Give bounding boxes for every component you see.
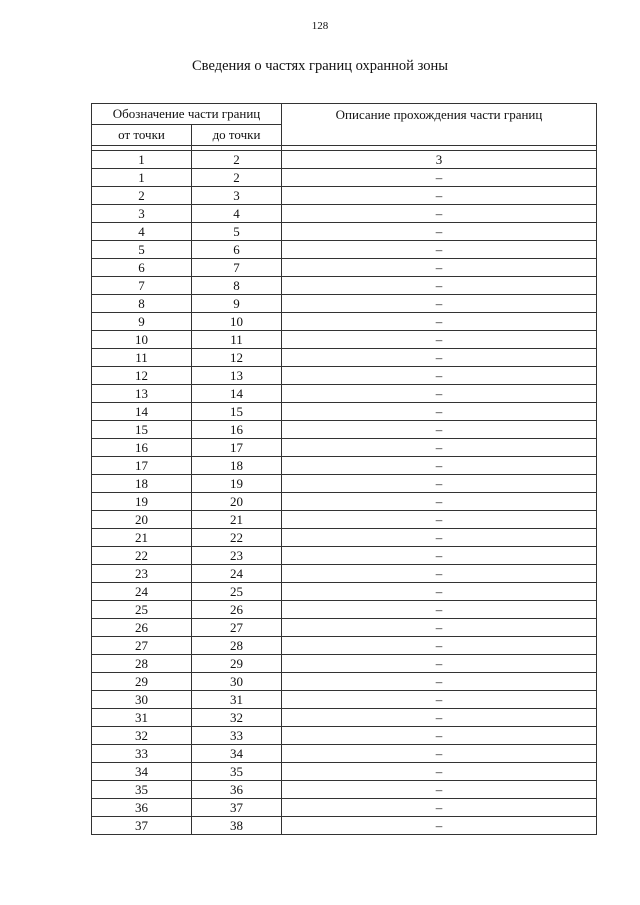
from-point-header: от точки (92, 125, 192, 146)
from-point-cell: 2 (92, 187, 192, 205)
to-point-cell: 33 (192, 727, 282, 745)
description-cell: – (282, 241, 597, 259)
to-point-cell: 19 (192, 475, 282, 493)
table-row (92, 637, 597, 655)
to-point-cell: 15 (192, 403, 282, 421)
table-row (92, 691, 597, 709)
table-row (92, 223, 597, 241)
from-point-cell: 26 (92, 619, 192, 637)
to-point-cell: 18 (192, 457, 282, 475)
description-cell: – (282, 475, 597, 493)
from-point-cell: 11 (92, 349, 192, 367)
from-point-cell: 3 (92, 205, 192, 223)
table-row (92, 763, 597, 781)
from-point-cell: 6 (92, 259, 192, 277)
table-row (92, 475, 597, 493)
description-cell: – (282, 673, 597, 691)
to-point-cell: 17 (192, 439, 282, 457)
table-row (92, 259, 597, 277)
table-row (92, 439, 597, 457)
table-row (92, 547, 597, 565)
table-row (92, 457, 597, 475)
to-point-cell: 2 (192, 169, 282, 187)
table-row (92, 493, 597, 511)
from-point-cell: 17 (92, 457, 192, 475)
to-point-cell: 5 (192, 223, 282, 241)
table-row (92, 421, 597, 439)
description-cell: – (282, 619, 597, 637)
table-row (92, 655, 597, 673)
from-point-cell: 19 (92, 493, 192, 511)
to-point-cell: 31 (192, 691, 282, 709)
description-cell: – (282, 457, 597, 475)
to-point-cell: 36 (192, 781, 282, 799)
from-point-cell: 12 (92, 367, 192, 385)
description-cell: – (282, 421, 597, 439)
from-point-cell: 4 (92, 223, 192, 241)
from-point-cell: 1 (92, 169, 192, 187)
to-point-cell: 3 (192, 187, 282, 205)
from-point-cell: 14 (92, 403, 192, 421)
to-point-cell: 23 (192, 547, 282, 565)
from-point-cell: 9 (92, 313, 192, 331)
from-point-cell: 35 (92, 781, 192, 799)
column-number: 3 (282, 151, 597, 169)
description-cell: – (282, 601, 597, 619)
table-header (92, 104, 597, 146)
to-point-cell: 8 (192, 277, 282, 295)
to-point-cell: 24 (192, 565, 282, 583)
to-point-cell: 35 (192, 763, 282, 781)
description-cell: – (282, 709, 597, 727)
from-point-cell: 37 (92, 817, 192, 835)
description-cell: – (282, 691, 597, 709)
description-cell: – (282, 493, 597, 511)
table-row (92, 619, 597, 637)
description-cell: – (282, 205, 597, 223)
from-point-cell: 13 (92, 385, 192, 403)
to-point-cell: 6 (192, 241, 282, 259)
to-point-cell: 22 (192, 529, 282, 547)
description-cell: – (282, 817, 597, 835)
description-cell: – (282, 169, 597, 187)
table-row (92, 511, 597, 529)
from-point-cell: 27 (92, 637, 192, 655)
to-point-cell: 21 (192, 511, 282, 529)
to-point-cell: 25 (192, 583, 282, 601)
column-numbering-row (92, 151, 597, 169)
from-point-cell: 36 (92, 799, 192, 817)
table-row (92, 799, 597, 817)
column-number: 1 (92, 151, 192, 169)
description-cell: – (282, 547, 597, 565)
description-cell: – (282, 529, 597, 547)
to-point-cell: 12 (192, 349, 282, 367)
from-point-cell: 31 (92, 709, 192, 727)
to-point-cell: 32 (192, 709, 282, 727)
description-cell: – (282, 745, 597, 763)
from-point-cell: 25 (92, 601, 192, 619)
to-point-cell: 26 (192, 601, 282, 619)
description-cell: – (282, 583, 597, 601)
description-cell: – (282, 565, 597, 583)
to-point-cell: 16 (192, 421, 282, 439)
table-row (92, 781, 597, 799)
description-cell: – (282, 223, 597, 241)
table-row (92, 169, 597, 187)
description-cell: – (282, 295, 597, 313)
table-row (92, 583, 597, 601)
table-row (92, 673, 597, 691)
from-point-cell: 7 (92, 277, 192, 295)
to-point-cell: 9 (192, 295, 282, 313)
from-point-cell: 22 (92, 547, 192, 565)
from-point-cell: 29 (92, 673, 192, 691)
description-cell: – (282, 439, 597, 457)
document-title: Сведения о частях границ охранной зоны (192, 58, 448, 74)
table-row (92, 529, 597, 547)
description-cell: – (282, 277, 597, 295)
to-point-cell: 7 (192, 259, 282, 277)
table-row (92, 349, 597, 367)
table-row (92, 277, 597, 295)
column-number: 2 (192, 151, 282, 169)
table-row (92, 403, 597, 421)
table-body (92, 146, 597, 835)
group-header: Обозначение части границ (92, 104, 282, 125)
table-row (92, 385, 597, 403)
description-cell: – (282, 259, 597, 277)
table-row (92, 367, 597, 385)
to-point-cell: 4 (192, 205, 282, 223)
description-cell: – (282, 511, 597, 529)
table-row (92, 331, 597, 349)
table-row (92, 205, 597, 223)
page-number: 128 (311, 20, 329, 32)
table-row (92, 295, 597, 313)
description-cell: – (282, 637, 597, 655)
table-row (92, 817, 597, 835)
table-row (92, 313, 597, 331)
description-cell: – (282, 187, 597, 205)
description-cell: – (282, 331, 597, 349)
from-point-cell: 8 (92, 295, 192, 313)
table-row (92, 745, 597, 763)
from-point-cell: 18 (92, 475, 192, 493)
table-row (92, 601, 597, 619)
from-point-cell: 20 (92, 511, 192, 529)
from-point-cell: 34 (92, 763, 192, 781)
description-cell: – (282, 655, 597, 673)
from-point-cell: 28 (92, 655, 192, 673)
description-cell: – (282, 781, 597, 799)
to-point-cell: 14 (192, 385, 282, 403)
to-point-cell: 11 (192, 331, 282, 349)
description-header: Описание прохождения части границ (282, 104, 597, 146)
from-point-cell: 5 (92, 241, 192, 259)
to-point-cell: 29 (192, 655, 282, 673)
to-point-cell: 28 (192, 637, 282, 655)
table-row (92, 727, 597, 745)
to-point-cell: 27 (192, 619, 282, 637)
from-point-cell: 16 (92, 439, 192, 457)
to-point-cell: 10 (192, 313, 282, 331)
from-point-cell: 23 (92, 565, 192, 583)
from-point-cell: 21 (92, 529, 192, 547)
description-cell: – (282, 799, 597, 817)
from-point-cell: 24 (92, 583, 192, 601)
description-cell: – (282, 403, 597, 421)
table-row (92, 709, 597, 727)
boundary-parts-table (91, 103, 597, 835)
from-point-cell: 10 (92, 331, 192, 349)
description-cell: – (282, 385, 597, 403)
to-point-cell: 38 (192, 817, 282, 835)
to-point-cell: 30 (192, 673, 282, 691)
to-point-cell: 13 (192, 367, 282, 385)
description-cell: – (282, 763, 597, 781)
description-cell: – (282, 727, 597, 745)
from-point-cell: 30 (92, 691, 192, 709)
from-point-cell: 33 (92, 745, 192, 763)
description-cell: – (282, 313, 597, 331)
to-point-cell: 37 (192, 799, 282, 817)
to-point-cell: 34 (192, 745, 282, 763)
table-row (92, 565, 597, 583)
description-cell: – (282, 367, 597, 385)
to-point-cell: 20 (192, 493, 282, 511)
from-point-cell: 32 (92, 727, 192, 745)
description-cell: – (282, 349, 597, 367)
table-row (92, 187, 597, 205)
to-point-header: до точки (192, 125, 282, 146)
from-point-cell: 15 (92, 421, 192, 439)
table-row (92, 241, 597, 259)
